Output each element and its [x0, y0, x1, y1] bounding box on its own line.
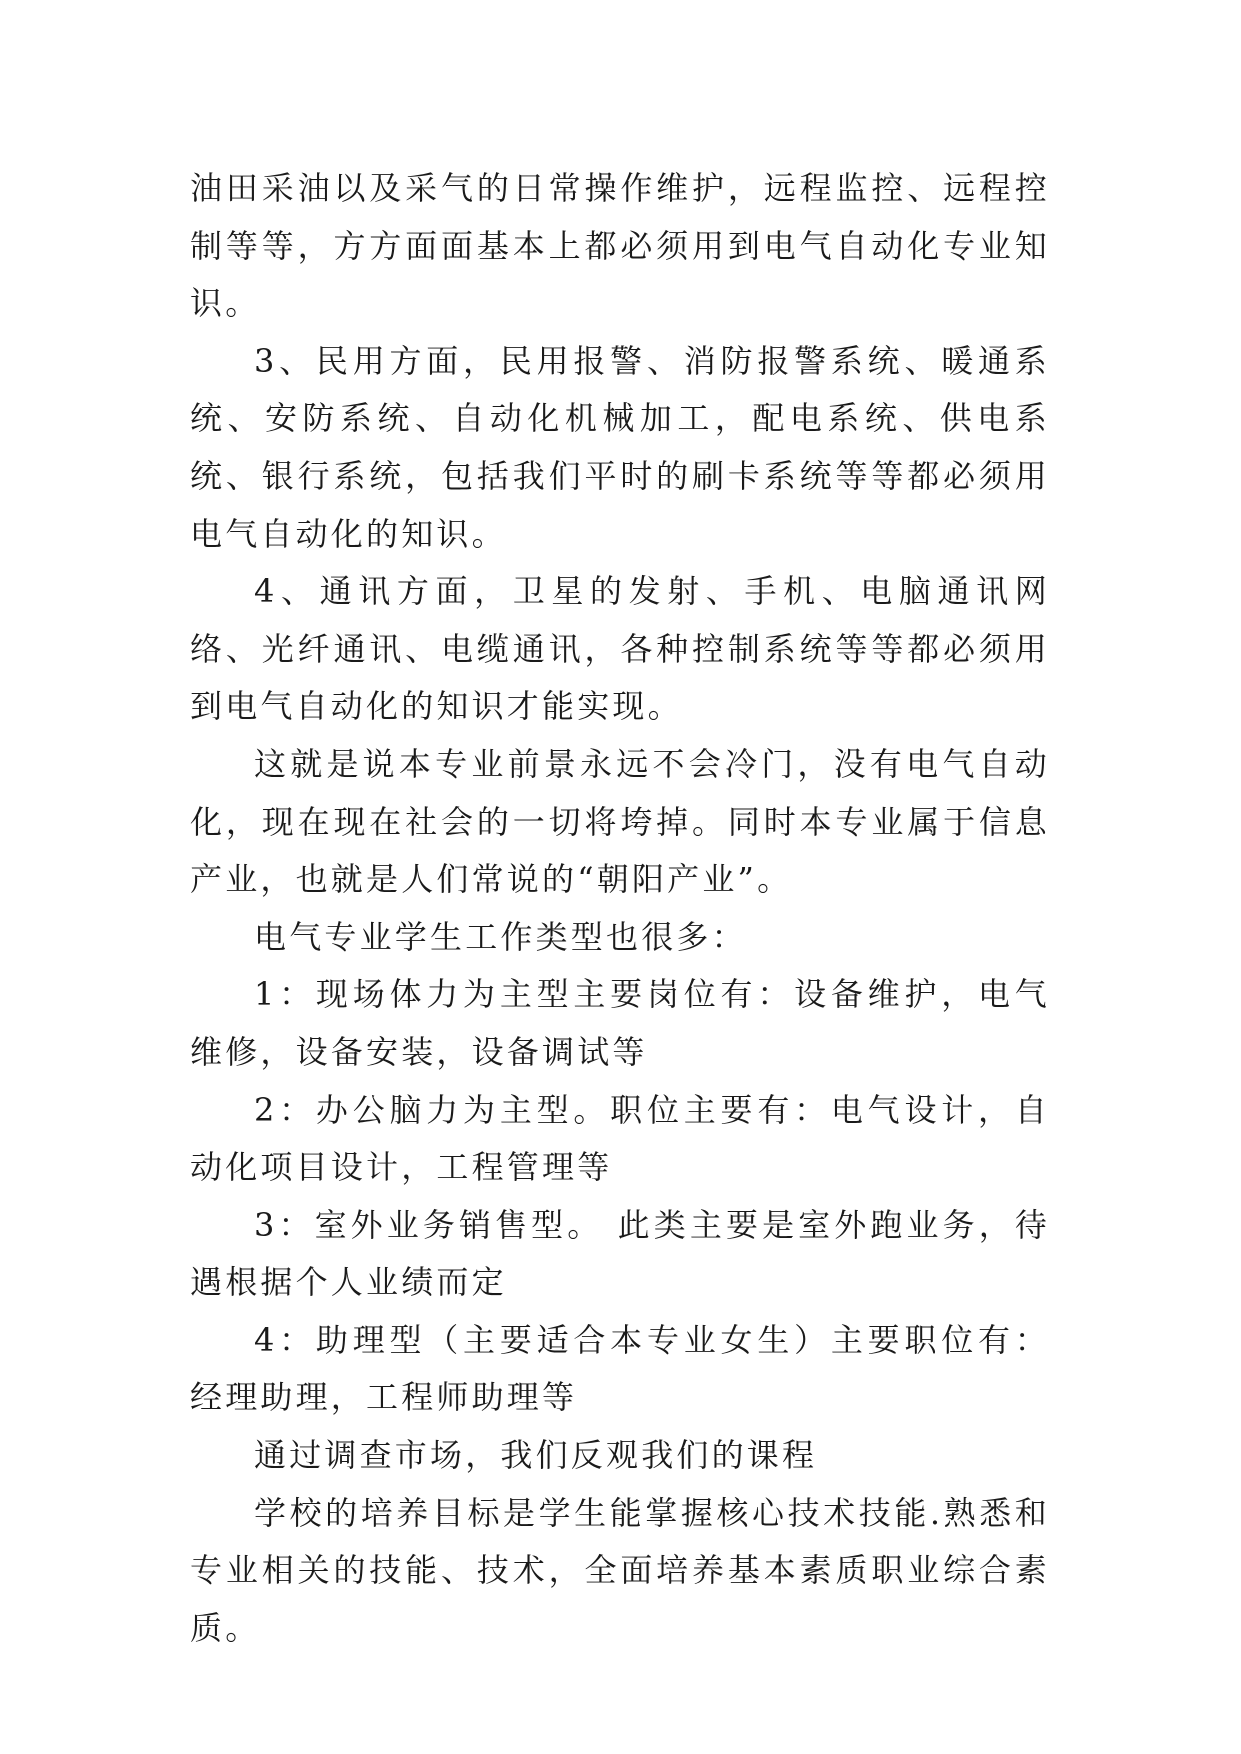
paragraph-7: 2：办公脑力为主型。职位主要有：电气设计，自动化项目设计，工程管理等 [190, 1090, 1050, 1187]
paragraph-9: 4：助理型（主要适合本专业女生）主要职位有：经理助理，工程师助理等 [190, 1320, 1050, 1417]
paragraph-4: 这就是说本专业前景永远不会冷门，没有电气自动化，现在现在社会的一切将垮掉。同时本专业属于信息产业，也就是人们常说的“朝阳产业”。 [190, 744, 1050, 899]
paragraph-10: 通过调查市场，我们反观我们的课程 [254, 1436, 818, 1475]
paragraph-1: 油田采油以及采气的日常操作维护，远程监控、远程控制等等，方方面面基本上都必须用到电气自动化专业知识。 [190, 169, 1050, 323]
paragraph-3: 4、通讯方面，卫星的发射、手机、电脑通讯网络、光纤通讯、电缆通讯，各种控制系统等等都必须用到电气自动化的知识才能实现。 [190, 572, 1050, 726]
paragraph-5: 电气专业学生工作类型也很多： [254, 917, 747, 956]
paragraph-2: 3、民用方面，民用报警、消防报警系统、暖通系统、安防系统、自动化机械加工，配电系统、供电系统、银行系统，包括我们平时的刷卡系统等等都必须用电气自动化的知识。 [190, 341, 1050, 553]
paragraph-6: 1：现场体力为主型主要岗位有：设备维护，电气维修，设备安装，设备调试等 [190, 975, 1050, 1071]
document-body [190, 160, 1050, 1657]
paragraph-8: 3：室外业务销售型。 此类主要是室外跑业务，待遇根据个人业绩而定 [190, 1205, 1050, 1302]
paragraph-11: 学校的培养目标是学生能掌握核心技术技能.熟悉和专业相关的技能、技术，全面培养基本素质职业综合素质。 [190, 1493, 1050, 1647]
